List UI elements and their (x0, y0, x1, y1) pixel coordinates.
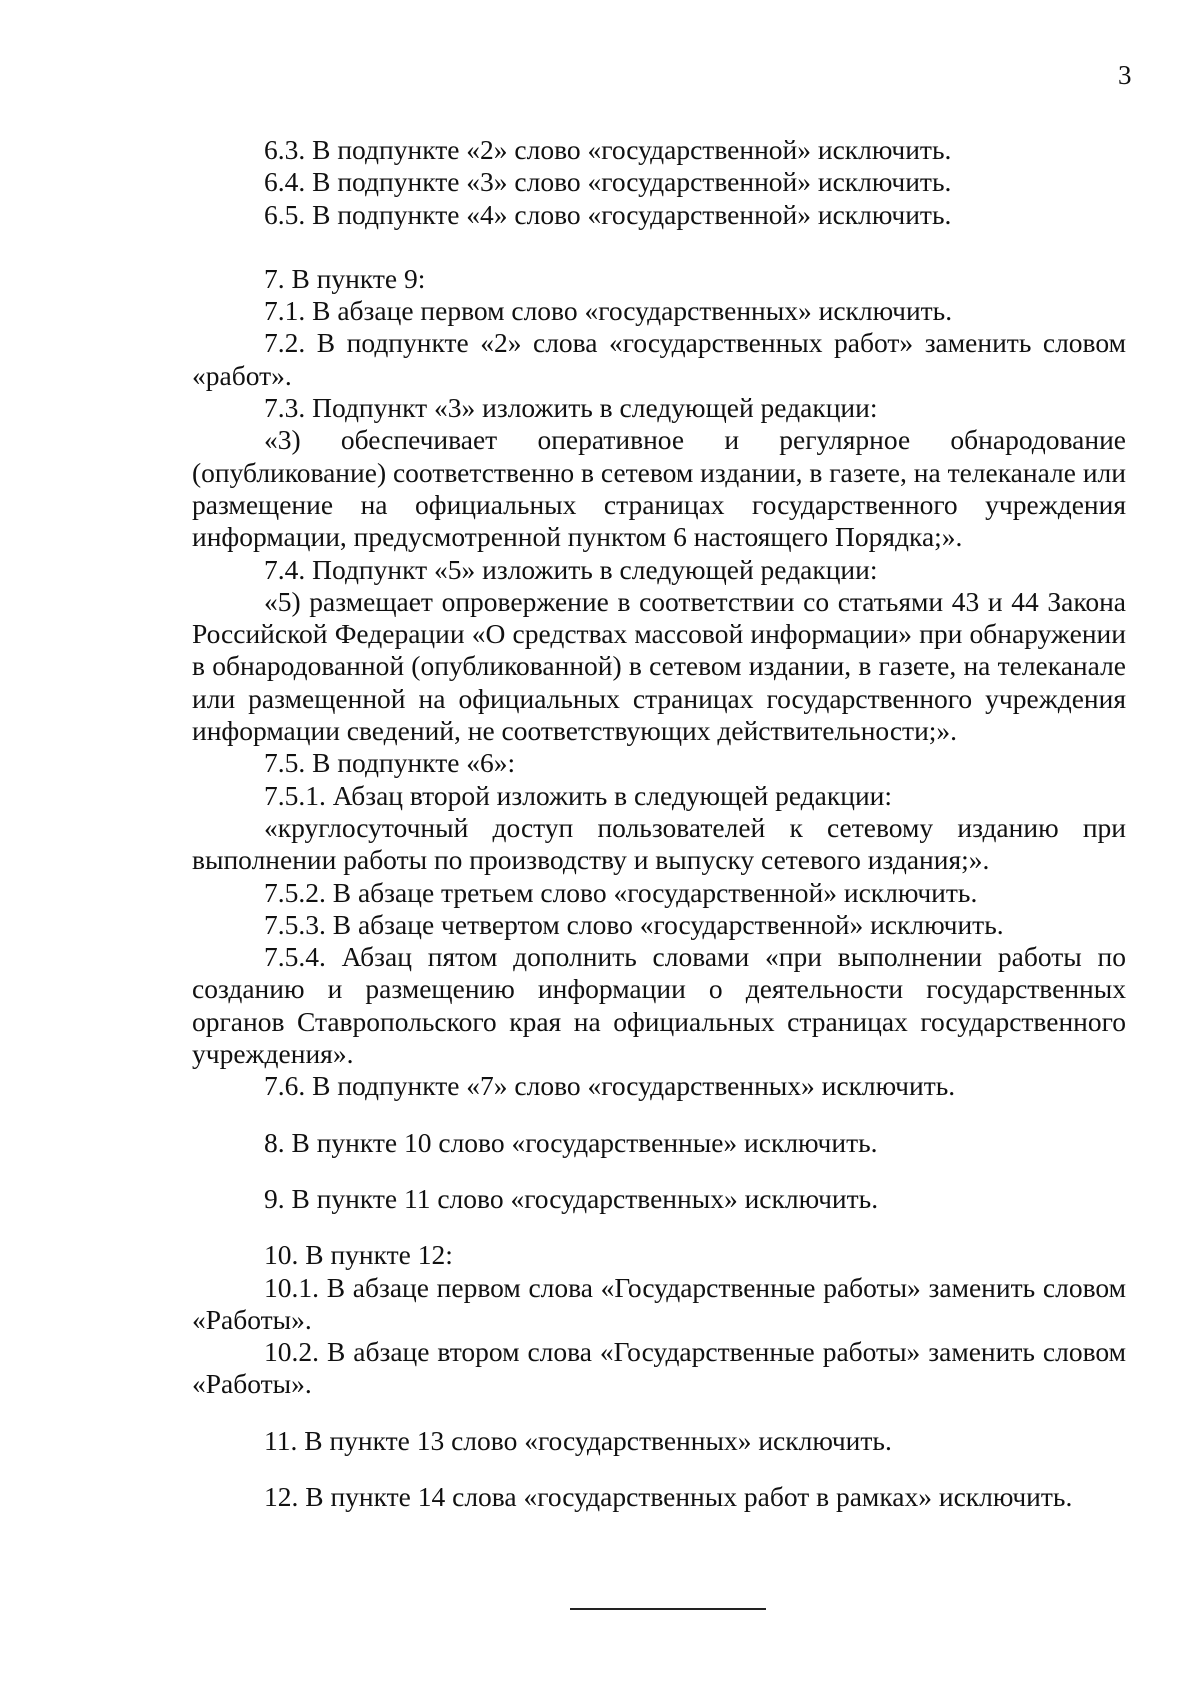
spacer (192, 1401, 1126, 1425)
spacer (192, 1159, 1126, 1183)
paragraph-10-1: 10.1. В абзаце первом слова «Государственные работы» заменить словом «Работы». (192, 1271, 1126, 1335)
paragraph-12: 12. В пункте 14 слова «государственных работ в рамках» исключить. (264, 1480, 1073, 1512)
paragraph-7-5-4: 7.5.4. Абзац пятом дополнить словами «при выполнении работы по созданию и размещению информации о деятельности государственных органов Ставропольского края на официальных страницах государственного учреждения». (192, 941, 1126, 1070)
paragraph-6-4: 6.4. В подпункте «3» слово «государственной» исключить. (264, 166, 952, 198)
paragraph-9: 9. В пункте 11 слово «государственных» исключить. (264, 1182, 879, 1214)
paragraph-7-5: 7.5. В подпункте «6»: (264, 747, 516, 779)
paragraph-7-5-1-text: «круглосуточный доступ пользователей к сетевому изданию при выполнении работы по производству и выпуску сетевого издания;». (192, 811, 1126, 876)
paragraph-7-5-1: 7.5.1. Абзац второй изложить в следующей редакции: (264, 779, 893, 811)
paragraph-7-3-text: «3) обеспечивает оперативное и регулярное обнародование (опубликование) соответственно в сетевом издании, в газете, на телеканале или размещение на официальных страницах государственного учреждения информации, предусмотренной пунктом 6 настоящего Порядка;». (192, 424, 1126, 553)
spacer (192, 1457, 1126, 1481)
spacer (192, 1215, 1126, 1239)
paragraph-7-2: 7.2. В подпункте «2» слова «государственных работ» заменить словом «работ». (192, 327, 1126, 391)
end-separator-line (570, 1608, 766, 1610)
spacer (192, 231, 1126, 263)
paragraph-7: 7. В пункте 9: (264, 262, 426, 294)
document-body (192, 134, 1126, 1513)
page-number: 3 (1118, 60, 1132, 90)
paragraph-7-6: 7.6. В подпункте «7» слово «государственных» исключить. (264, 1070, 956, 1102)
paragraph-7-1: 7.1. В абзаце первом слово «государственных» исключить. (264, 295, 953, 327)
spacer (192, 1103, 1126, 1127)
paragraph-7-5-3: 7.5.3. В абзаце четвертом слово «государственной» исключить. (264, 908, 1004, 940)
paragraph-10-2: 10.2. В абзаце втором слова «Государственные работы» заменить словом «Работы». (192, 1336, 1126, 1400)
paragraph-6-5: 6.5. В подпункте «4» слово «государственной» исключить. (264, 198, 952, 230)
paragraph-7-4: 7.4. Подпункт «5» изложить в следующей редакции: (264, 553, 878, 585)
paragraph-6-3: 6.3. В подпункте «2» слово «государственной» исключить. (264, 134, 952, 165)
paragraph-7-5-2: 7.5.2. В абзаце третьем слово «государственной» исключить. (264, 876, 978, 908)
paragraph-10: 10. В пункте 12: (264, 1239, 453, 1271)
paragraph-7-4-text: «5) размещает опровержение в соответствии со статьями 43 и 44 Закона Российской Федерации «О средствах массовой информации» при обнаружении в обнародованной (опубликованной) в сетевом издании, в газете, на телеканале или размещенной на официальных страницах государственного учреждения информации сведений, не соответствующих действительности;». (192, 585, 1126, 747)
paragraph-8: 8. В пункте 10 слово «государственные» исключить. (264, 1126, 878, 1158)
paragraph-11: 11. В пункте 13 слово «государственных» исключить. (264, 1424, 892, 1456)
paragraph-7-3: 7.3. Подпункт «3» изложить в следующей редакции: (264, 392, 878, 424)
